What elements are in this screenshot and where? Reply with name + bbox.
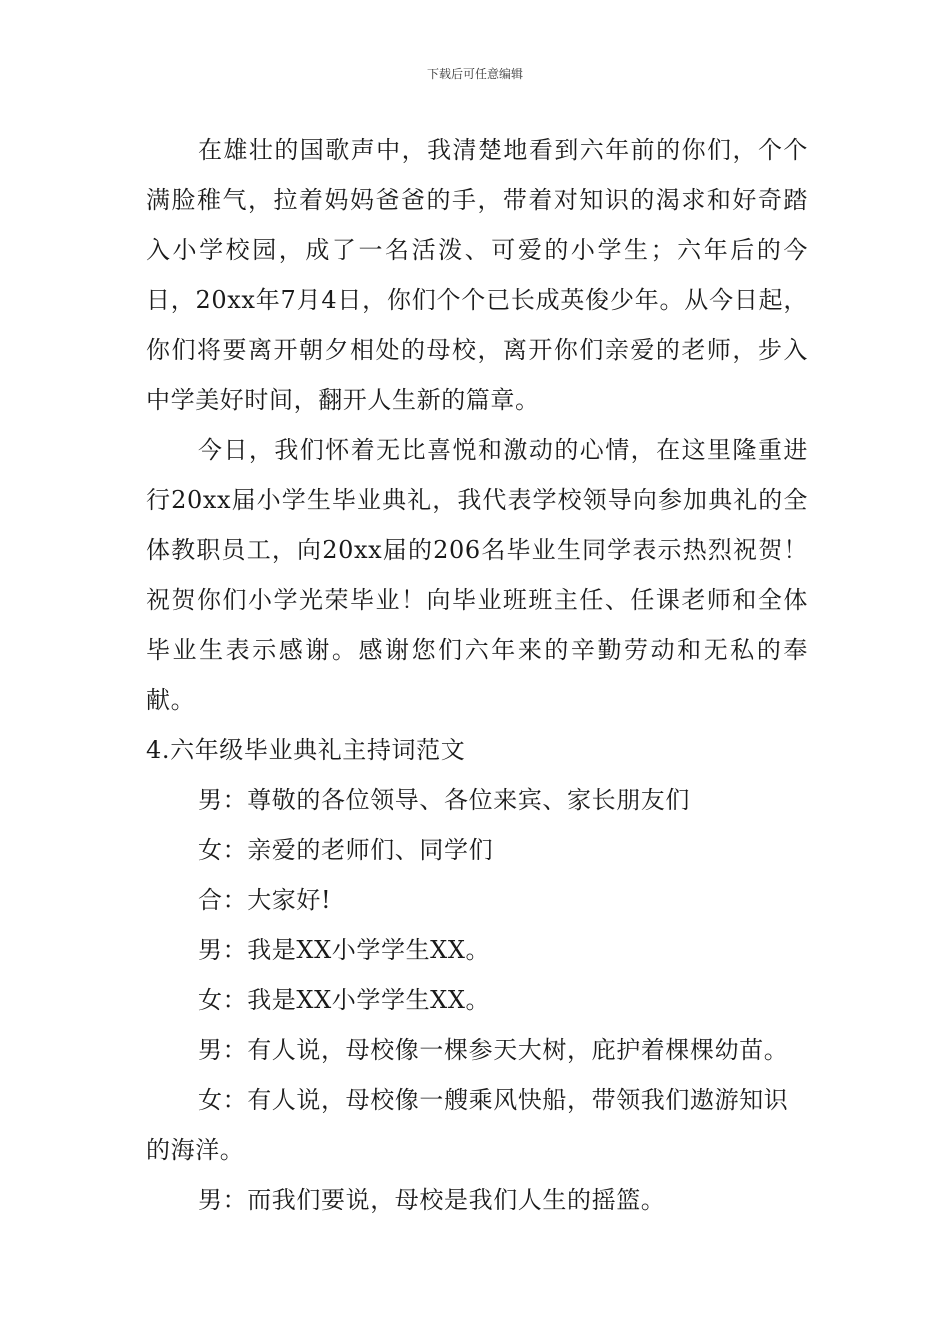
paragraph-ceremony: 今日，我们怀着无比喜悦和激动的心情，在这里隆重进行20xx届小学生毕业典礼，我代表学校领导向参加典礼的全体教职员工，向20xx届的206名毕业生同学表示热烈祝贺！祝贺你们小学光荣毕业！向毕业班班主任、任课老师和全体毕业生表示感谢。感谢您们六年来的辛勤劳动和无私的奉献。	[146, 436, 808, 714]
dialogue-line: 女：我是XX小学学生XX。	[198, 986, 491, 1014]
dialogue-line: 男：有人说，母校像一棵参天大树，庇护着棵棵幼苗。	[198, 1036, 789, 1064]
dialogue-line: 男：而我们要说，母校是我们人生的摇篮。	[198, 1186, 666, 1214]
dialogue-line: 合：大家好!	[198, 886, 332, 914]
dialogue-line: 女：有人说，母校像一艘乘风快船，带领我们遨游知识的海洋。	[146, 1086, 789, 1164]
paragraph-anthem: 在雄壮的国歌声中，我清楚地看到六年前的你们，个个满脸稚气，拉着妈妈爸爸的手，带着对知识的渴求和好奇踏入小学校园，成了一名活泼、可爱的小学生；六年后的今日，20xx年7月4日，你们个个已长成英俊少年。从今日起，你们将要离开朝夕相处的母校，离开你们亲爱的老师，步入中学美好时间，翻开人生新的篇章。	[146, 136, 808, 414]
section-heading: 4.六年级毕业典礼主持词范文	[146, 736, 466, 764]
dialogue-line: 女：亲爱的老师们、同学们	[198, 836, 494, 864]
document-body	[146, 125, 808, 1225]
dialogue-line: 男：我是XX小学学生XX。	[198, 936, 491, 964]
dialogue-line: 男：尊敬的各位领导、各位来宾、家长朋友们	[198, 786, 690, 814]
page-header-note: 下载后可任意编辑	[426, 67, 523, 81]
